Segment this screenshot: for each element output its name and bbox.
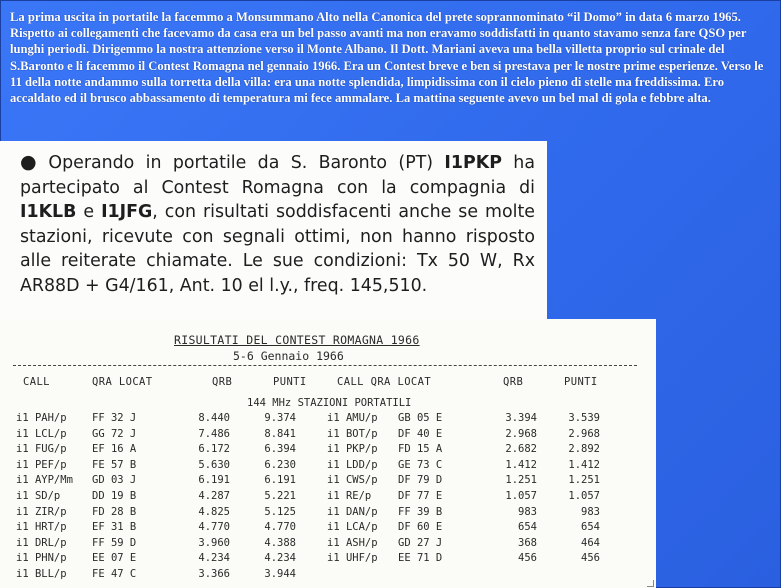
cell-qrb: 5.630	[198, 458, 230, 471]
cell-locator: EE 07 E	[92, 552, 137, 565]
cell-qrb: 4.825	[198, 505, 230, 518]
cell-call-right: i1 LDD/p	[327, 458, 378, 471]
cell-punti: 4.388	[264, 536, 296, 549]
header-qra-locat: QRA LOCAT	[92, 376, 153, 388]
cell-punti-right: 983	[581, 505, 600, 518]
cell-punti-right: 1.251	[568, 474, 600, 487]
results-title: RISULTATI DEL CONTEST ROMAGNA 1966	[174, 333, 420, 347]
cell-call-right: i1 ASH/p	[327, 536, 378, 549]
cell-call: i1 HRT/p	[16, 521, 67, 534]
bullet-icon: ●	[20, 151, 43, 173]
intro-paragraph: La prima uscita in portatile la facemmo a Monsummano Alto nella Canonica del prete soprannominato “il Domo” in data 6 marzo 1965. Rispetto ai collegamenti che facevamo da casa era un bel passo avanti ma non eravamo soddisfatti in quanto stavamo senza fare QSO per lunghi periodi. Dirigemmo la nostra attenzione verso il Monte Albano. Il Dott. Mariani aveva una bella villetta proprio sul crinale del S.Baronto e li facemmo il Contest Romagna nel gennaio 1966. Era un Contest breve e ben si prestava per le nostre prime esperienze. Verso le 11 della notte andammo sulla torretta della villa: era una notte splendida, limpidissima con il cielo pieno di stelle ma freddissima. Ero accaldato ed il brusco abbassamento di temperatura mi fece ammalare. La mattina seguente avevo un bel mal di gola e febbre alta.	[10, 10, 764, 106]
header-punti: PUNTI	[273, 376, 307, 388]
cell-call: i1 PEF/p	[16, 458, 67, 471]
cell-punti: 8.841	[264, 427, 296, 440]
cell-call-right: i1 CWS/p	[327, 474, 378, 487]
cell-locator: DD 19 B	[92, 490, 137, 502]
cell-punti: 3.944	[264, 568, 296, 580]
cell-qrb: 3.960	[198, 536, 230, 549]
cell-locator: GG 72 J	[92, 427, 137, 440]
cell-locator-right: FF 39 B	[398, 505, 443, 518]
cell-locator-right: DF 40 E	[398, 427, 443, 440]
cell-punti-right: 464	[581, 536, 600, 549]
cell-punti-right: 2.892	[568, 443, 600, 456]
cell-qrb: 8.440	[198, 412, 230, 424]
cell-call: i1 AYP/Mm	[16, 474, 73, 487]
header-qrb-right: QRB	[503, 376, 524, 388]
callsign-i1jfg: I1JFG	[101, 202, 153, 223]
results-subtitle: 5-6 Gennaio 1966	[233, 349, 344, 363]
header-qrb: QRB	[212, 376, 233, 388]
cell-punti: 5.221	[264, 490, 296, 502]
cell-punti: 6.191	[264, 474, 296, 487]
cell-locator: GD 03 J	[92, 474, 137, 487]
callsign-i1klb: I1KLB	[20, 202, 77, 223]
cell-punti: 9.374	[264, 412, 296, 424]
header-call-qra-locat: CALL QRA LOCAT	[337, 376, 432, 388]
cell-qrb: 4.234	[198, 552, 230, 565]
cell-locator-right: GB 05 E	[398, 412, 443, 424]
cell-locator-right: GD 27 J	[398, 536, 443, 549]
cell-call-right: i1 UHF/p	[327, 552, 378, 565]
cell-call-right: i1 AMU/p	[327, 412, 378, 424]
cell-call-right: i1 LCA/p	[327, 521, 378, 534]
cell-locator: EF 31 B	[92, 521, 137, 534]
cell-punti-right: 1.057	[568, 490, 600, 502]
cell-qrb: 6.191	[198, 474, 230, 487]
cell-qrb-right: 1.412	[505, 458, 537, 471]
cell-call-right: i1 BOT/p	[327, 427, 378, 440]
cell-punti: 4.770	[264, 521, 296, 534]
cell-qrb-right: 3.394	[505, 412, 537, 424]
cell-punti-right: 3.539	[568, 412, 600, 424]
band-label: 144 MHz STAZIONI PORTATILI	[247, 397, 412, 409]
cell-qrb-right: 456	[518, 552, 537, 565]
divider	[13, 365, 637, 367]
cell-call: i1 PHN/p	[16, 552, 67, 565]
callsign-i1pkp: I1PKP	[444, 153, 502, 173]
cell-qrb-right: 368	[518, 536, 537, 549]
results-table	[0, 319, 656, 588]
magazine-clipping	[0, 141, 547, 319]
cell-punti-right: 1.412	[568, 458, 600, 471]
header-punti-right: PUNTI	[564, 376, 598, 388]
cell-locator: FD 28 B	[92, 505, 137, 518]
cell-call: i1 FUG/p	[16, 443, 67, 456]
cell-locator: FE 57 B	[92, 458, 137, 471]
cell-punti-right: 456	[581, 552, 600, 565]
cell-qrb-right: 983	[518, 505, 537, 518]
cell-qrb-right: 654	[518, 521, 537, 534]
cell-qrb-right: 2.968	[505, 427, 537, 440]
cell-locator-right: DF 60 E	[398, 521, 443, 534]
cell-locator-right: DF 79 D	[398, 474, 443, 487]
cell-call: i1 ZIR/p	[16, 505, 67, 518]
cell-call: i1 DRL/p	[16, 536, 67, 549]
cell-qrb-right: 1.057	[505, 490, 537, 502]
cell-qrb-right: 1.251	[505, 474, 537, 487]
corner-mark	[647, 580, 654, 587]
cell-qrb: 4.287	[198, 490, 230, 502]
cell-punti: 6.230	[264, 458, 296, 471]
cell-locator: FE 47 C	[92, 568, 137, 580]
cell-qrb: 4.770	[198, 521, 230, 534]
cell-qrb: 7.486	[198, 427, 230, 440]
cell-locator: FF 59 D	[92, 536, 137, 549]
clipping-text: ● Operando in portatile da S. Baronto (PT) I1PKP ha partecipato al Contest Romagna con la compagnia di I1KLB e I1JFG, con risultati soddisfacenti anche se molte stazioni, ricevute con segnali ottimi, non hanno risposto alle reiterate chiamate. Le sue condizioni: Tx 50 W, Rx AR88D + G4/161, Ant. 10 el l.y., freq. 145,510.	[20, 151, 535, 296]
cell-punti: 4.234	[264, 552, 296, 565]
cell-qrb: 3.366	[198, 568, 230, 580]
cell-call: i1 PAH/p	[16, 412, 67, 424]
cell-call-right: i1 DAN/p	[327, 505, 378, 518]
cell-call-right: i1 PKP/p	[327, 443, 378, 456]
cell-locator-right: EE 71 D	[398, 552, 443, 565]
cell-call: i1 SD/p	[16, 490, 61, 502]
cell-punti-right: 654	[581, 521, 600, 534]
cell-call-right: i1 RE/p	[327, 490, 372, 502]
cell-punti: 5.125	[264, 505, 296, 518]
cell-locator-right: DF 77 E	[398, 490, 443, 502]
cell-call: i1 BLL/p	[16, 568, 67, 580]
cell-locator-right: GE 73 C	[398, 458, 443, 471]
cell-locator: FF 32 J	[92, 412, 137, 424]
cell-qrb: 6.172	[198, 443, 230, 456]
cell-punti-right: 2.968	[568, 427, 600, 440]
cell-punti: 6.394	[264, 443, 296, 456]
header-call: CALL	[23, 376, 50, 388]
cell-qrb-right: 2.682	[505, 443, 537, 456]
cell-call: i1 LCL/p	[16, 427, 67, 440]
cell-locator-right: FD 15 A	[398, 443, 443, 456]
cell-locator: EF 16 A	[92, 443, 137, 456]
